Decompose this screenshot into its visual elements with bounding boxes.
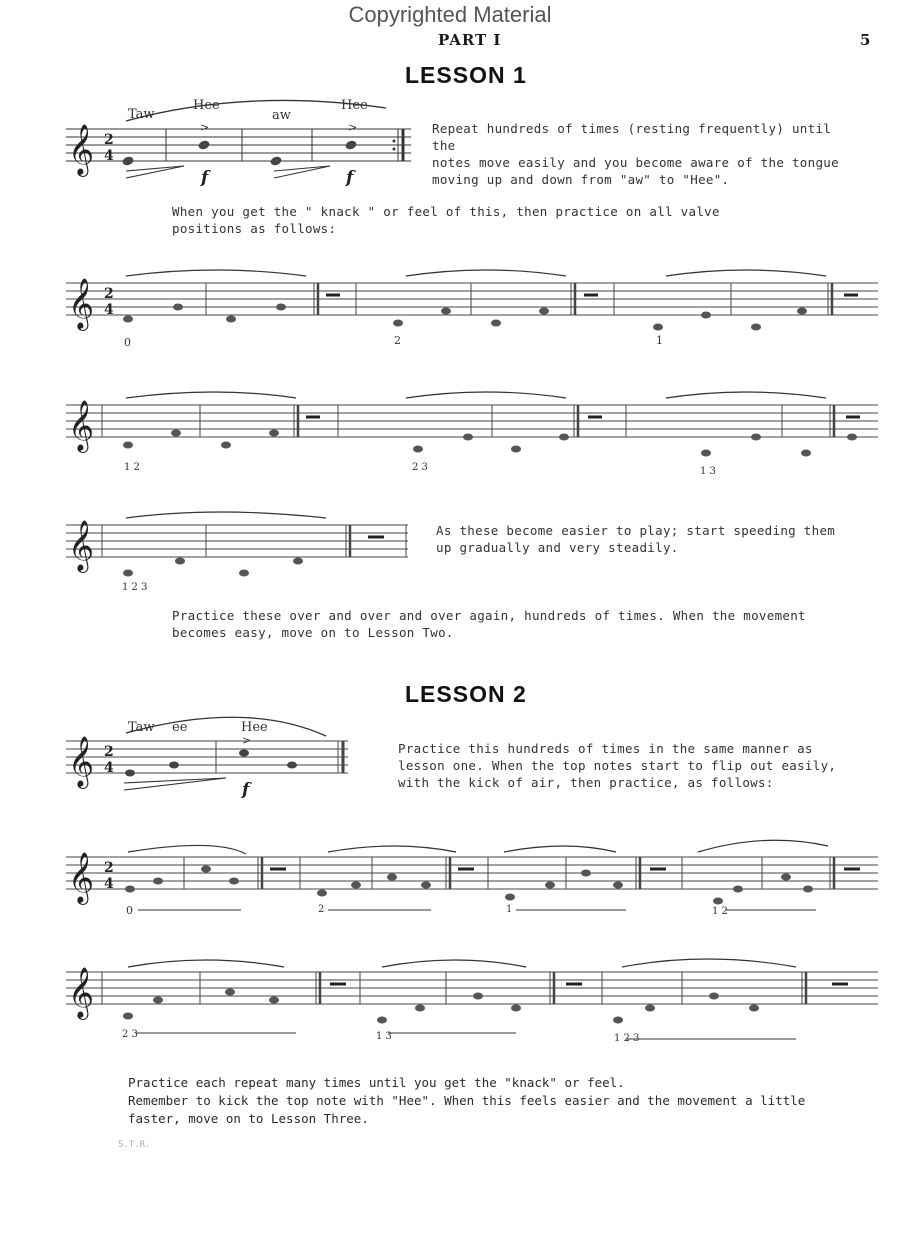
syllable-taw: Taw [128,720,155,735]
time-signature-top: 2 [104,286,114,302]
svg-text:𝄞: 𝄞 [68,124,95,175]
lesson-2-title: LESSON 2 [405,681,527,707]
lesson-2-closing-text: Practice each repeat many times until you get the "knack" or feel. Remember to kick the top note with "Hee". When this feels easier and the movement a little faster, move on to Lesson Three. [128,1075,806,1126]
fingering: 1 3 [700,466,716,477]
fingering: 2 3 [412,462,428,473]
time-signature-bottom: 4 [104,876,114,892]
svg-text:𝄞: 𝄞 [68,736,95,787]
syllable-hee-2: Hee [341,98,368,113]
copyright-watermark: Copyrighted Material [348,2,552,27]
fingering: 0 [124,336,131,349]
lesson-1-practice-text: Practice these over and over and over again, hundreds of times. When the movement becomes easy, move on to Lesson Two. [172,608,806,640]
fingering: 1 2 3 [614,1033,640,1044]
time-signature-bottom: 4 [104,302,114,318]
time-signature-top: 2 [104,860,114,876]
fingering: 0 [126,904,133,917]
syllable-ee: ee [172,720,188,735]
lesson-1-title: LESSON 1 [405,62,527,88]
fingering: 1 [656,334,663,347]
dynamic-forte: f [346,168,354,188]
fingering: 1 2 [712,906,728,917]
lesson-2-intro-text: Practice this hundreds of times in the same manner as lesson one. When the top notes start to flip out easily, with the kick of air, then practice, as follows: [398,741,837,790]
syllable-taw: Taw [128,107,155,122]
music-staff [66,708,356,798]
svg-text:𝄞: 𝄞 [68,852,95,903]
fingering: 1 2 [124,462,140,473]
fingering: 2 3 [122,1029,138,1040]
accent-mark: > [242,734,252,747]
fingering: 2 [394,334,401,347]
fingering: 1 3 [376,1031,392,1042]
page-number: 5 [860,31,871,49]
lesson-1-intro-text: Repeat hundreds of times (resting frequently) until the notes move easily and you become aware of the tongue moving up and down from "aw" to "Hee". [432,121,839,187]
time-signature-bottom: 4 [104,148,114,164]
fingering: 2 [318,904,325,915]
music-staff [66,96,416,186]
music-staff [66,955,880,1050]
svg-text:𝄞: 𝄞 [68,278,95,329]
accent-mark: > [348,121,358,134]
music-staff [66,508,416,598]
music-staff [66,266,880,351]
accent-mark: > [200,121,210,134]
fingering: 1 2 3 [122,582,148,593]
svg-text:𝄞: 𝄞 [68,520,95,571]
syllable-aw: aw [272,108,291,123]
syllable-hee: Hee [241,720,268,735]
svg-text:𝄞: 𝄞 [68,400,95,451]
time-signature-top: 2 [104,744,114,760]
publisher-stamp: S.T.R. [118,1140,151,1150]
part-heading: PART I [438,31,502,49]
lesson-1-speed-text: As these become easier to play; start speeding them up gradually and very steadily. [436,523,836,555]
svg-text:𝄞: 𝄞 [68,967,95,1018]
lesson-1-valves-text: When you get the " knack " or feel of this, then practice on all valve positions as follows: [172,204,720,236]
music-staff [66,840,880,925]
time-signature-bottom: 4 [104,760,114,776]
dynamic-forte: f [201,168,209,188]
time-signature-top: 2 [104,132,114,148]
dynamic-forte: f [242,780,250,800]
syllable-hee: Hee [193,98,220,113]
fingering: 1 [506,904,513,915]
music-staff [66,388,880,483]
